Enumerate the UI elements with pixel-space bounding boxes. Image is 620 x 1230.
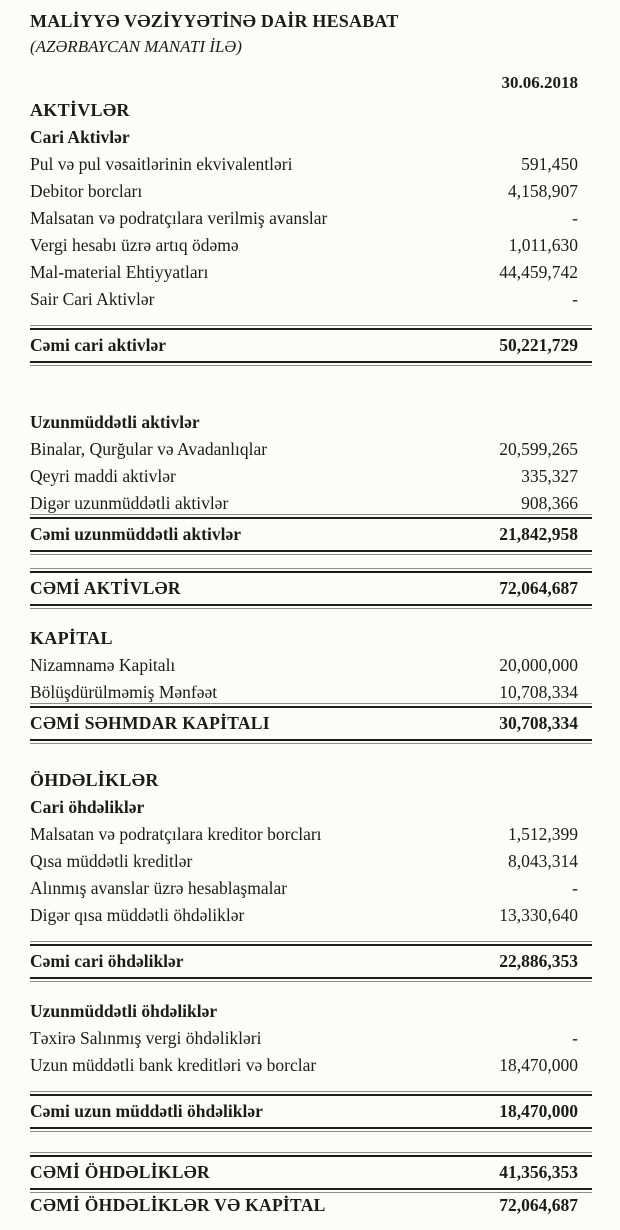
row-subheader <box>30 794 592 821</box>
row-grand-total <box>30 1190 592 1221</box>
row-value: 41,356,353 <box>499 1162 578 1182</box>
row-label: Uzunmüddətli öhdəliklər <box>30 1001 218 1021</box>
row-value: - <box>572 878 578 898</box>
row-label: Uzun müddətli bank kreditləri və borclar <box>30 1055 317 1075</box>
row-label: ÖHDƏLİKLƏR <box>30 770 159 790</box>
row-value: 1,011,630 <box>508 235 578 255</box>
row-item <box>30 1025 592 1052</box>
row-grand-total <box>30 706 592 741</box>
row-item <box>30 232 592 259</box>
row-label: CƏMİ SƏHMDAR KAPİTALI <box>30 713 270 733</box>
row-label: AKTİVLƏR <box>30 100 130 120</box>
row-grand-total <box>30 571 592 606</box>
row-value: 72,064,687 <box>499 1195 578 1215</box>
row-value: 591,450 <box>521 154 578 174</box>
row-label: Uzunmüddətli aktivlər <box>30 412 200 432</box>
row-item <box>30 178 592 205</box>
row-item <box>30 821 592 848</box>
row-header <box>30 97 592 124</box>
row-value: 908,366 <box>521 493 578 513</box>
row-label: CƏMİ AKTİVLƏR <box>30 578 181 598</box>
row-label: Pul və pul vəsaitlərinin ekvivalentləri <box>30 154 293 174</box>
row-label: Cəmi uzunmüddətli aktivlər <box>30 524 241 544</box>
row-subheader <box>30 124 592 151</box>
row-label: Malsatan və podratçılara verilmiş avanslar <box>30 208 328 228</box>
row-label: Sair Cari Aktivlər <box>30 289 155 309</box>
row-item <box>30 902 592 929</box>
row-total <box>30 1094 592 1129</box>
row-value: 20,000,000 <box>499 655 578 675</box>
row-item <box>30 259 592 286</box>
page-title: MALİYYƏ VƏZİYYƏTİNƏ DAİR HESABAT <box>30 11 399 31</box>
row-header <box>30 625 592 652</box>
row-label: Alınmış avanslar üzrə hesablaşmalar <box>30 878 288 898</box>
row-item <box>30 286 592 313</box>
row-total <box>30 328 592 363</box>
row-subheader <box>30 998 592 1025</box>
row-value: 72,064,687 <box>499 578 578 598</box>
row-label: Digər qısa müddətli öhdəliklər <box>30 905 245 925</box>
row-value: - <box>572 1028 578 1048</box>
row-value: 20,599,265 <box>499 439 578 459</box>
row-value: 10,708,334 <box>499 682 578 702</box>
row-subheader <box>30 409 592 436</box>
row-value: 44,459,742 <box>499 262 578 282</box>
row-value: 335,327 <box>521 466 578 486</box>
row-label: Təxirə Salınmış vergi öhdəlikləri <box>30 1028 262 1048</box>
row-item <box>30 151 592 178</box>
row-value: 8,043,314 <box>508 851 578 871</box>
row-label: Vergi hesabı üzrə artıq ödəmə <box>30 235 239 255</box>
page-subtitle: (AZƏRBAYCAN MANATI İLƏ) <box>30 37 242 56</box>
row-label: Cəmi uzun müddətli öhdəliklər <box>30 1101 263 1121</box>
row-value: 4,158,907 <box>508 181 578 201</box>
row-item <box>30 1052 592 1079</box>
row-value: 30,708,334 <box>499 713 578 733</box>
row-value: 50,221,729 <box>499 335 578 355</box>
row-label: Cəmi cari öhdəliklər <box>30 951 184 971</box>
statement-rows <box>30 97 592 1221</box>
row-label: Nizamnamə Kapitalı <box>30 655 176 675</box>
row-value: 21,842,958 <box>499 524 578 544</box>
spacer <box>30 363 592 409</box>
row-value: 1,512,399 <box>508 824 578 844</box>
row-label: CƏMİ ÖHDƏLİKLƏR <box>30 1162 210 1182</box>
row-label: Binalar, Qurğular və Avadanlıqlar <box>30 439 268 459</box>
row-label: Cari Aktivlər <box>30 127 130 147</box>
row-label: Debitor borcları <box>30 181 143 201</box>
row-item <box>30 652 592 679</box>
row-item <box>30 679 592 706</box>
row-label: Cəmi cari aktivlər <box>30 335 167 355</box>
row-label: CƏMİ ÖHDƏLİKLƏR VƏ KAPİTAL <box>30 1195 326 1215</box>
row-label: KAPİTAL <box>30 628 113 648</box>
report-date: 30.06.2018 <box>501 73 578 92</box>
row-value: 13,330,640 <box>499 905 578 925</box>
row-grand-total <box>30 1155 592 1190</box>
row-item <box>30 490 592 517</box>
row-value: 18,470,000 <box>499 1055 578 1075</box>
row-label: Qeyri maddi aktivlər <box>30 466 176 486</box>
row-value: 18,470,000 <box>499 1101 578 1121</box>
row-value: - <box>572 208 578 228</box>
row-item <box>30 436 592 463</box>
row-item <box>30 848 592 875</box>
row-label: Qısa müddətli kreditlər <box>30 851 193 871</box>
date-row <box>30 70 592 97</box>
row-label: Digər uzunmüddətli aktivlər <box>30 493 229 513</box>
row-label: Cari öhdəliklər <box>30 797 145 817</box>
row-value: - <box>572 289 578 309</box>
row-value: 22,886,353 <box>499 951 578 971</box>
row-label: Malsatan və podratçılara kreditor borcları <box>30 824 322 844</box>
row-total <box>30 944 592 979</box>
row-item <box>30 463 592 490</box>
row-item <box>30 875 592 902</box>
row-total <box>30 517 592 552</box>
spacer <box>30 741 592 767</box>
row-header <box>30 767 592 794</box>
row-item <box>30 205 592 232</box>
row-label: Mal-material Ehtiyyatları <box>30 262 209 282</box>
row-label: Bölüşdürülməmiş Mənfəət <box>30 682 218 702</box>
